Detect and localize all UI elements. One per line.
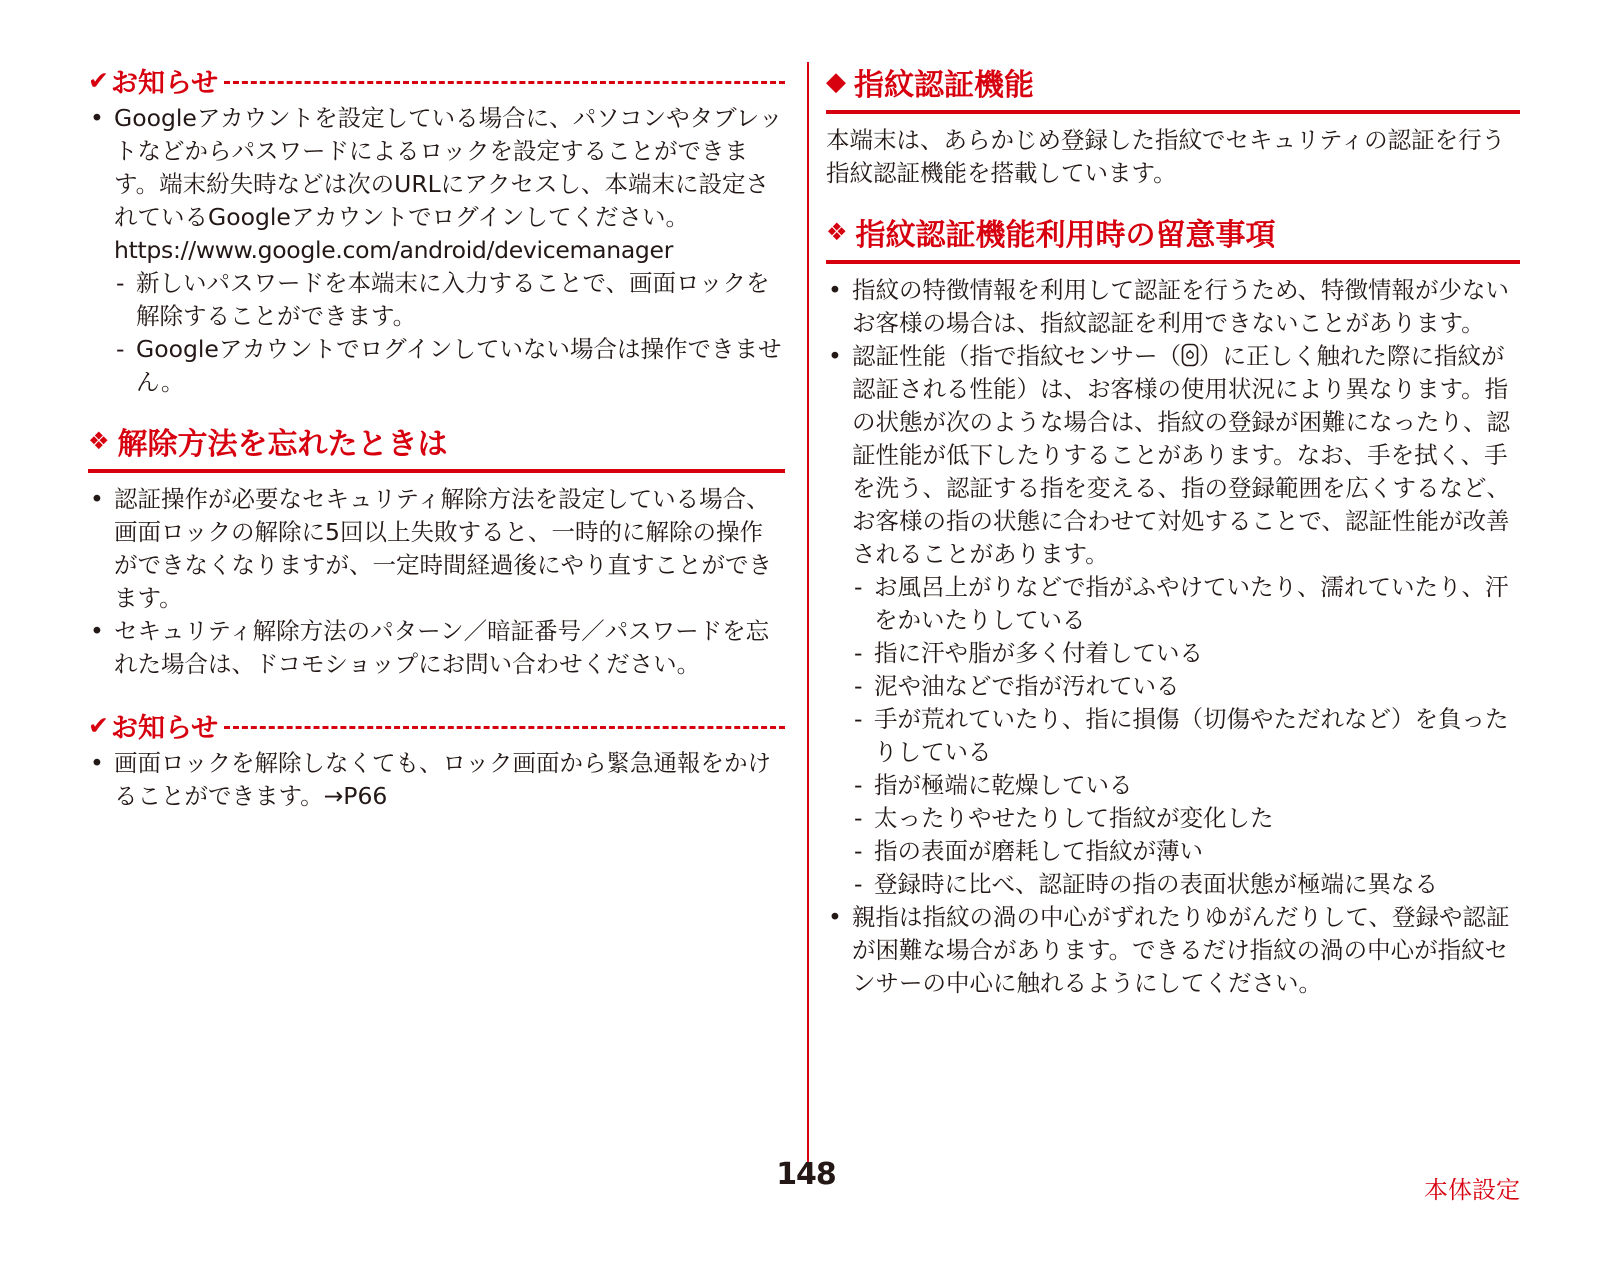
diamond-cluster-icon: ❖	[826, 218, 848, 246]
bullet-icon: •	[90, 749, 104, 777]
sub-list-item: - お風呂上がりなどで指がふやけていたり、濡れていたり、汗をかいたりしている	[854, 573, 1509, 634]
sub-list-item: - 新しいパスワードを本端末に入力することで、画面ロックを解除することができます。	[116, 269, 770, 330]
sub-list-item: - 手が荒れていたり、指に損傷（切傷やただれなど）を負ったりしている	[854, 705, 1509, 766]
notice-list	[88, 747, 785, 813]
right-column	[826, 60, 1520, 1000]
notice-title: お知らせ	[110, 67, 219, 99]
section-title: 指紋認証機能利用時の留意事項	[855, 218, 1276, 253]
notice-heading	[88, 60, 785, 100]
bullet-icon: •	[90, 617, 104, 645]
sub-list	[114, 267, 785, 399]
sub-list	[852, 571, 1520, 901]
dashed-divider	[224, 726, 785, 729]
main-heading-title: 指紋認証機能	[854, 68, 1034, 103]
section-heading	[88, 419, 785, 473]
list-item: • 認証性能（指で指紋センサー（ ）に正しく触れた際に指紋が認証される性能）は、お客様の使用状況により異なります。指の状態が次のような場合は、指紋の登録が困難になったり、認証性能が低下したりすることがあります。なお、手を拭く、手を洗う、認証する指を変える、指の登録範囲を広くするなど、お客様の指の状態に合わせて対処することで、認証性能が改善されることがあります。 - お風呂上がりなどで指がふやけていたり、濡れていたり、汗をかいたりしている - 指に汗や脂が多く付着している - 泥や油などで指が汚れている - 手が荒れていたり、指に損傷（切傷やただれなど）を負ったりしている - 指が極端に乾燥している - 太ったりやせたりして指紋が変化した - 指の表面が磨耗して指紋が薄い - 登録時に比べ、認証時の指の表面状態が極端に異なる	[826, 340, 1520, 901]
main-heading	[826, 60, 1520, 114]
diamond-cluster-icon: ❖	[88, 427, 110, 455]
sub-list-item: - Googleアカウントでログインしていない場合は操作できません。	[116, 335, 782, 396]
section-heading	[826, 210, 1520, 264]
list-item: • 画面ロックを解除しなくても、ロック画面から緊急通報をかけることができます。→P66	[90, 749, 772, 810]
diamond-icon: ◆	[826, 67, 846, 97]
list-item: • セキュリティ解除方法のパターン／暗証番号／パスワードを忘れた場合は、ドコモショップにお問い合わせください。	[90, 617, 770, 678]
list-item: • 親指は指紋の渦の中心がずれたりゆがんだりして、登録や認証が困難な場合があります。できるだけ指紋の渦の中心が指紋センサーの中心に触れるようにしてください。	[828, 903, 1510, 997]
list-item: • 指紋の特徴情報を利用して認証を行うため、特徴情報が少ないお客様の場合は、指紋認証を利用できないことがあります。	[828, 276, 1510, 337]
notice-title: お知らせ	[110, 712, 219, 744]
page-number: 148	[776, 1157, 836, 1192]
checkmark-icon: ✔	[88, 65, 109, 95]
list-item: • 認証操作が必要なセキュリティ解除方法を設定している場合、画面ロックの解除に5回以上失敗すると、一時的に解除の操作ができなくなりますが、一定時間経過後にやり直すことができます。	[90, 485, 772, 612]
caution-list	[826, 274, 1520, 1000]
checkmark-icon: ✔	[88, 710, 109, 740]
section-list	[88, 483, 785, 681]
notice-list	[88, 102, 785, 399]
intro-paragraph: 本端末は、あらかじめ登録した指紋でセキュリティの認証を行う指紋認証機能を搭載しています。	[826, 126, 1506, 187]
bullet-icon: •	[90, 485, 104, 513]
dashed-divider	[224, 81, 785, 84]
sub-list-item: - 泥や油などで指が汚れている	[854, 672, 1180, 700]
bullet-icon: •	[828, 276, 842, 304]
sub-list-item: - 太ったりやせたりして指紋が変化した	[854, 804, 1274, 832]
left-column	[88, 60, 785, 813]
device-manager-url: https://www.google.com/android/devicemanager	[114, 236, 674, 264]
column-divider	[807, 62, 809, 1182]
notice-heading	[88, 705, 785, 745]
list-item-text: Googleアカウントを設定している場合に、パソコンやタブレットなどからパスワードによるロックを設定することができます。端末紛失時などは次のURLにアクセスし、本端末に設定されているGoogleアカウントでログインしてください。	[114, 104, 783, 231]
bullet-icon: •	[828, 903, 842, 931]
chapter-label: 本体設定	[1424, 1176, 1520, 1204]
sub-list-item: - 登録時に比べ、認証時の指の表面状態が極端に異なる	[854, 870, 1438, 898]
sub-list-item: - 指の表面が磨耗して指紋が薄い	[854, 837, 1203, 865]
sub-list-item: - 指に汗や脂が多く付着している	[854, 639, 1203, 667]
list-item	[88, 102, 785, 399]
bullet-icon: •	[828, 342, 842, 370]
bullet-icon: •	[90, 104, 104, 132]
section-title: 解除方法を忘れたときは	[117, 427, 448, 462]
sub-list-item: - 指が極端に乾燥している	[854, 771, 1133, 799]
fingerprint-sensor-icon	[1181, 343, 1199, 367]
